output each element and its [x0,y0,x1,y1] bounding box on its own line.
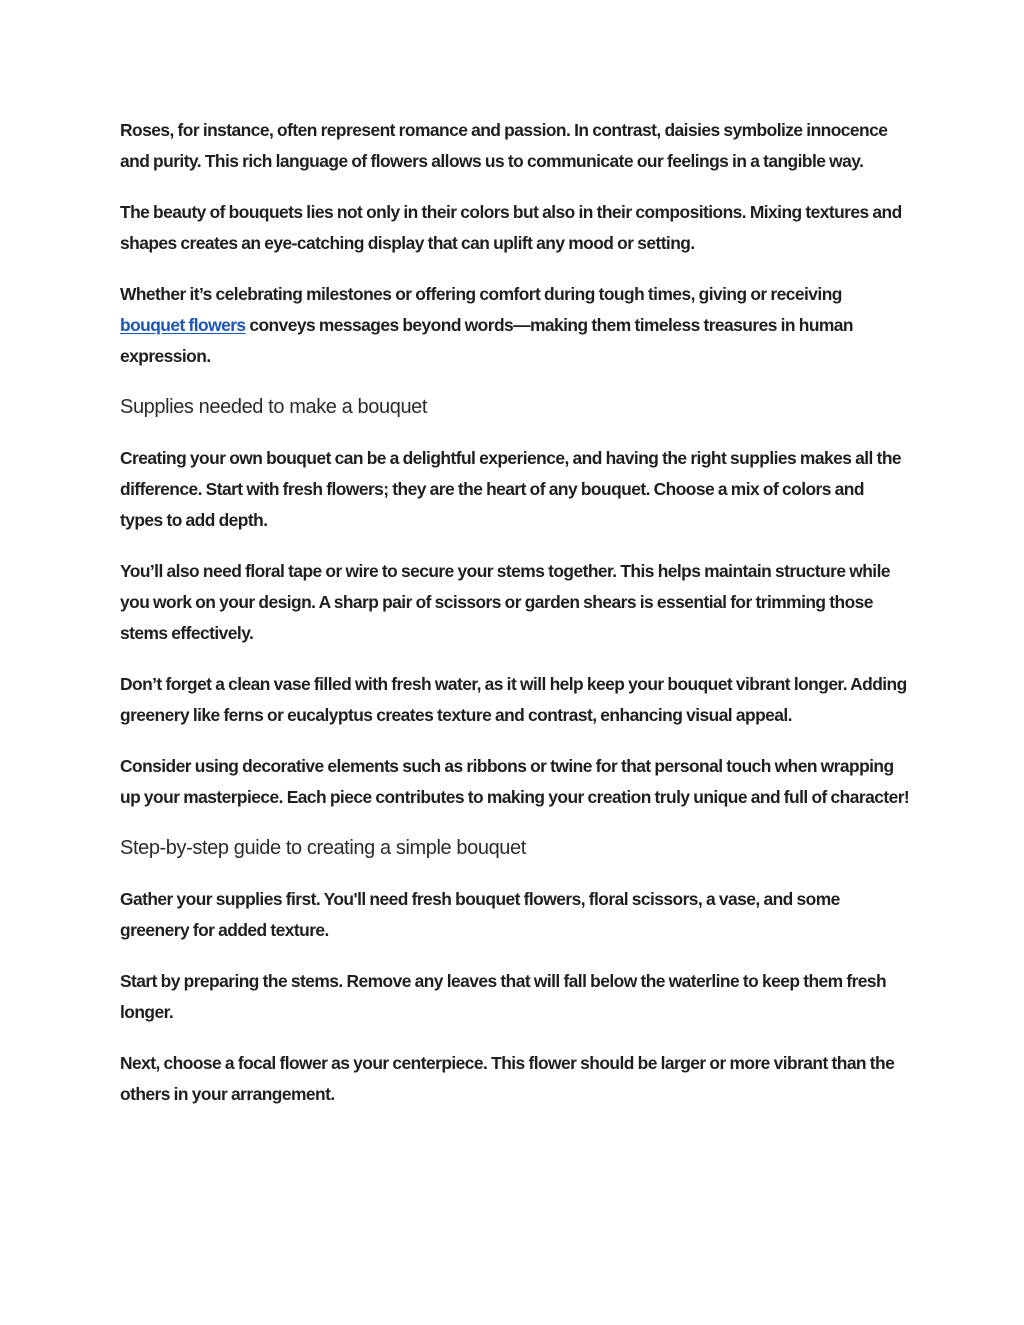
paragraph-decorative: Consider using decorative elements such as ribbons or twine for that personal touch when wrapping up your masterpiece. Each piece contributes to making your creation truly unique and full of character! [120,756,910,807]
paragraph-celebrating-start: Whether it’s celebrating milestones or offering comfort during tough times, giving or receiving [120,284,842,304]
paragraph-gather: Gather your supplies first. You'll need fresh bouquet flowers, floral scissors, a vase, and some greenery for added texture. [120,889,840,940]
paragraph-roses: Roses, for instance, often represent romance and passion. In contrast, daisies symbolize innocence and purity. This rich language of flowers allows us to communicate our feelings in a tangible way. [120,120,888,171]
paragraph-celebrating [120,279,910,372]
paragraph-celebrating-end: conveys messages beyond words—making them timeless treasures in human expression. [120,315,853,366]
heading-step-by-step: Step-by-step guide to creating a simple bouquet [120,837,526,859]
paragraph-vase: Don’t forget a clean vase filled with fresh water, as it will help keep your bouquet vibrant longer. Adding greenery like ferns or eucalyptus creates texture and contrast, enhancing visual appeal. [120,674,907,725]
document-page [120,115,910,1130]
paragraph-floral-tape: You’ll also need floral tape or wire to secure your stems together. This helps maintain structure while you work on your design. A sharp pair of scissors or garden shears is essential for trimming those stems effectively. [120,561,890,643]
paragraph-stems: Start by preparing the stems. Remove any leaves that will fall below the waterline to keep them fresh longer. [120,971,887,1022]
paragraph-creating: Creating your own bouquet can be a delightful experience, and having the right supplies makes all the difference. Start with fresh flowers; they are the heart of any bouquet. Choose a mix of colors and types to add depth. [120,448,902,530]
paragraph-beauty: The beauty of bouquets lies not only in their colors but also in their compositions. Mixing textures and shapes creates an eye-catching display that can uplift any mood or setting. [120,202,902,253]
heading-supplies: Supplies needed to make a bouquet [120,396,428,418]
bouquet-flowers-link[interactable]: bouquet flowers [120,315,246,335]
paragraph-focal-flower: Next, choose a focal flower as your centerpiece. This flower should be larger or more vibrant than the others in your arrangement. [120,1053,895,1104]
